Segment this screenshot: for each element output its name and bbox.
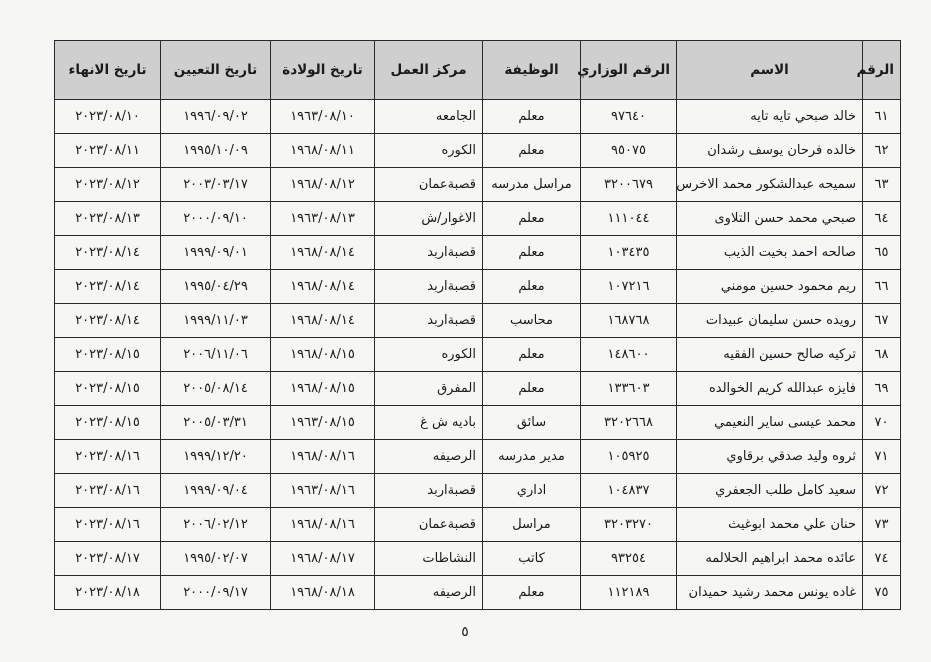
cell-job: معلم (483, 202, 581, 236)
retirees-table (54, 40, 901, 610)
cell-work-center: الكوره (375, 134, 483, 168)
cell-name: ريم محمود حسين مومني (677, 270, 863, 304)
header-end-date: تاريخ الانهاء (55, 41, 161, 100)
table-row (55, 270, 901, 304)
table-row (55, 372, 901, 406)
cell-name: سميحه عبدالشكور محمد الاخرس (677, 168, 863, 202)
cell-work-center: الكوره (375, 338, 483, 372)
cell-name: غاده يونس محمد رشيد حميدان (677, 576, 863, 610)
cell-birth-date: ١٩٦٨/٠٨/١٦ (271, 508, 375, 542)
cell-work-center: قصبةاربد (375, 270, 483, 304)
cell-num: ٧١ (863, 440, 901, 474)
table-row (55, 236, 901, 270)
cell-birth-date: ١٩٦٨/٠٨/١٦ (271, 440, 375, 474)
cell-job: معلم (483, 270, 581, 304)
cell-appointment-date: ١٩٩٦/٠٩/٠٢ (161, 100, 271, 134)
table-body (55, 100, 901, 610)
cell-end-date: ٢٠٢٣/٠٨/١٦ (55, 508, 161, 542)
table-row (55, 508, 901, 542)
cell-num: ٦٩ (863, 372, 901, 406)
cell-ministry-id: ١١١٠٤٤ (581, 202, 677, 236)
header-ministry-id: الرقم الوزاري (581, 41, 677, 100)
cell-num: ٧٠ (863, 406, 901, 440)
cell-work-center: المفرق (375, 372, 483, 406)
cell-job: اداري (483, 474, 581, 508)
cell-name: عائده محمد ابراهيم الحلالمه (677, 542, 863, 576)
cell-birth-date: ١٩٦٨/٠٨/١٤ (271, 270, 375, 304)
cell-birth-date: ١٩٦٣/٠٨/١٠ (271, 100, 375, 134)
cell-birth-date: ١٩٦٣/٠٨/١٣ (271, 202, 375, 236)
cell-birth-date: ١٩٦٨/٠٨/١٥ (271, 372, 375, 406)
table-row (55, 474, 901, 508)
cell-ministry-id: ٩٣٢٥٤ (581, 542, 677, 576)
cell-birth-date: ١٩٦٨/٠٨/١٧ (271, 542, 375, 576)
cell-work-center: قصبةاربد (375, 304, 483, 338)
page-number: ٥ (461, 624, 469, 640)
header-work-center: مركز العمل (375, 41, 483, 100)
cell-birth-date: ١٩٦٨/٠٨/١٨ (271, 576, 375, 610)
cell-work-center: قصبةاربد (375, 474, 483, 508)
cell-birth-date: ١٩٦٣/٠٨/١٥ (271, 406, 375, 440)
table-row (55, 406, 901, 440)
cell-num: ٦٤ (863, 202, 901, 236)
cell-name: صالحه احمد بخيت الذيب (677, 236, 863, 270)
table-row (55, 338, 901, 372)
cell-work-center: الجامعه (375, 100, 483, 134)
cell-birth-date: ١٩٦٨/٠٨/١٤ (271, 236, 375, 270)
cell-ministry-id: ١٠٤٨٣٧ (581, 474, 677, 508)
cell-job: معلم (483, 372, 581, 406)
cell-end-date: ٢٠٢٣/٠٨/١٤ (55, 236, 161, 270)
table-row (55, 576, 901, 610)
cell-ministry-id: ١٤٨٦٠٠ (581, 338, 677, 372)
cell-ministry-id: ٣٢٠٣٢٧٠ (581, 508, 677, 542)
cell-end-date: ٢٠٢٣/٠٨/١٨ (55, 576, 161, 610)
cell-work-center: النشاطات (375, 542, 483, 576)
cell-appointment-date: ١٩٩٩/١١/٠٣ (161, 304, 271, 338)
cell-name: فايزه عبدالله كريم الخوالده (677, 372, 863, 406)
cell-end-date: ٢٠٢٣/٠٨/١٣ (55, 202, 161, 236)
cell-work-center: الاغوار/ش (375, 202, 483, 236)
cell-ministry-id: ١٦٨٧٦٨ (581, 304, 677, 338)
cell-job: معلم (483, 576, 581, 610)
cell-end-date: ٢٠٢٣/٠٨/١٥ (55, 406, 161, 440)
cell-ministry-id: ١٠٥٩٢٥ (581, 440, 677, 474)
cell-appointment-date: ١٩٩٥/١٠/٠٩ (161, 134, 271, 168)
cell-num: ٦٦ (863, 270, 901, 304)
cell-end-date: ٢٠٢٣/٠٨/١٦ (55, 474, 161, 508)
cell-appointment-date: ٢٠٠٠/٠٩/١٠ (161, 202, 271, 236)
header-birth-date: تاريخ الولادة (271, 41, 375, 100)
cell-birth-date: ١٩٦٨/٠٨/١١ (271, 134, 375, 168)
cell-birth-date: ١٩٦٨/٠٨/١٤ (271, 304, 375, 338)
table-row (55, 100, 901, 134)
cell-end-date: ٢٠٢٣/٠٨/١٥ (55, 338, 161, 372)
cell-appointment-date: ٢٠٠٥/٠٨/١٤ (161, 372, 271, 406)
cell-work-center: باديه ش غ (375, 406, 483, 440)
cell-job: مراسل مدرسه (483, 168, 581, 202)
cell-job: مدير مدرسه (483, 440, 581, 474)
cell-birth-date: ١٩٦٣/٠٨/١٦ (271, 474, 375, 508)
cell-end-date: ٢٠٢٣/٠٨/١١ (55, 134, 161, 168)
cell-appointment-date: ١٩٩٩/٠٩/٠٤ (161, 474, 271, 508)
cell-appointment-date: ٢٠٠٣/٠٣/١٧ (161, 168, 271, 202)
cell-name: خالد صبحي تايه تايه (677, 100, 863, 134)
cell-end-date: ٢٠٢٣/٠٨/١٠ (55, 100, 161, 134)
cell-job: معلم (483, 338, 581, 372)
cell-name: صبحي محمد حسن التلاوى (677, 202, 863, 236)
cell-num: ٦٥ (863, 236, 901, 270)
cell-ministry-id: ٣٢٠٠٦٧٩ (581, 168, 677, 202)
cell-job: سائق (483, 406, 581, 440)
cell-job: محاسب (483, 304, 581, 338)
cell-appointment-date: ١٩٩٥/٠٢/٠٧ (161, 542, 271, 576)
cell-name: حنان علي محمد ابوغيث (677, 508, 863, 542)
cell-job: معلم (483, 134, 581, 168)
cell-job: معلم (483, 100, 581, 134)
cell-ministry-id: ١١٢١٨٩ (581, 576, 677, 610)
cell-end-date: ٢٠٢٣/٠٨/١٧ (55, 542, 161, 576)
cell-work-center: قصبةاربد (375, 236, 483, 270)
cell-appointment-date: ١٩٩٩/٠٩/٠١ (161, 236, 271, 270)
cell-name: ثروه وليد صدقي برقاوي (677, 440, 863, 474)
cell-ministry-id: ١٠٣٤٣٥ (581, 236, 677, 270)
cell-num: ٦٧ (863, 304, 901, 338)
cell-job: كاتب (483, 542, 581, 576)
cell-ministry-id: ٩٧٦٤٠ (581, 100, 677, 134)
cell-work-center: قصبةعمان (375, 168, 483, 202)
cell-num: ٦٣ (863, 168, 901, 202)
cell-end-date: ٢٠٢٣/٠٨/١٤ (55, 270, 161, 304)
cell-appointment-date: ١٩٩٥/٠٤/٢٩ (161, 270, 271, 304)
cell-num: ٧٥ (863, 576, 901, 610)
cell-num: ٧٢ (863, 474, 901, 508)
cell-name: رويده حسن سليمان عبيدات (677, 304, 863, 338)
cell-ministry-id: ١٣٣٦٠٣ (581, 372, 677, 406)
table-header (55, 41, 901, 100)
table-row (55, 168, 901, 202)
cell-ministry-id: ٩٥٠٧٥ (581, 134, 677, 168)
cell-end-date: ٢٠٢٣/٠٨/١٢ (55, 168, 161, 202)
cell-end-date: ٢٠٢٣/٠٨/١٦ (55, 440, 161, 474)
table-row (55, 440, 901, 474)
cell-birth-date: ١٩٦٨/٠٨/١٥ (271, 338, 375, 372)
table-row (55, 134, 901, 168)
cell-name: سعيد كامل طلب الجعفري (677, 474, 863, 508)
cell-appointment-date: ٢٠٠٦/٠٢/١٢ (161, 508, 271, 542)
cell-work-center: الرصيفه (375, 440, 483, 474)
table-row (55, 542, 901, 576)
cell-num: ٧٤ (863, 542, 901, 576)
cell-appointment-date: ٢٠٠٠/٠٩/١٧ (161, 576, 271, 610)
table-row (55, 304, 901, 338)
header-appointment-date: تاريخ التعيين (161, 41, 271, 100)
cell-job: معلم (483, 236, 581, 270)
cell-work-center: الرصيفه (375, 576, 483, 610)
cell-appointment-date: ٢٠٠٦/١١/٠٦ (161, 338, 271, 372)
cell-end-date: ٢٠٢٣/٠٨/١٤ (55, 304, 161, 338)
cell-birth-date: ١٩٦٨/٠٨/١٢ (271, 168, 375, 202)
cell-name: تركيه صالح حسين الفقيه (677, 338, 863, 372)
cell-job: مراسل (483, 508, 581, 542)
table-row (55, 202, 901, 236)
cell-appointment-date: ١٩٩٩/١٢/٢٠ (161, 440, 271, 474)
cell-num: ٦٢ (863, 134, 901, 168)
cell-name: محمد عيسى ساير النعيمي (677, 406, 863, 440)
cell-work-center: قصبةعمان (375, 508, 483, 542)
header-name: الاسم (677, 41, 863, 100)
cell-end-date: ٢٠٢٣/٠٨/١٥ (55, 372, 161, 406)
header-num: الرقم (863, 41, 901, 100)
cell-num: ٧٣ (863, 508, 901, 542)
cell-appointment-date: ٢٠٠٥/٠٣/٣١ (161, 406, 271, 440)
cell-num: ٦٨ (863, 338, 901, 372)
header-job: الوظيفة (483, 41, 581, 100)
cell-num: ٦١ (863, 100, 901, 134)
cell-name: خالده فرحان يوسف رشدان (677, 134, 863, 168)
cell-ministry-id: ١٠٧٢١٦ (581, 270, 677, 304)
cell-ministry-id: ٣٢٠٢٦٦٨ (581, 406, 677, 440)
